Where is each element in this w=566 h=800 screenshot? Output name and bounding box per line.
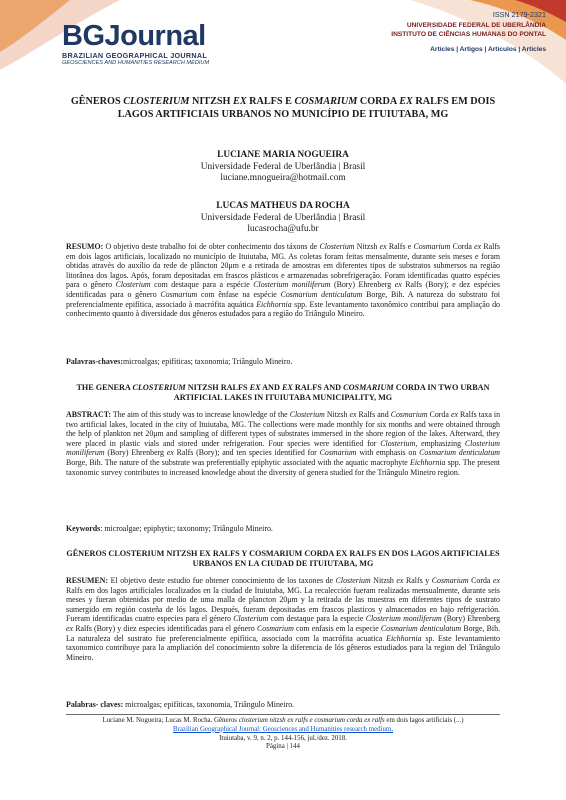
footer-divider xyxy=(66,714,500,715)
journal-link[interactable]: Brazilian Geographical Journal: Geosciences and Humanities research medium, xyxy=(172,725,394,733)
author-name: LUCAS MATHEUS DA ROCHA xyxy=(216,201,350,211)
article-title-es: GÊNEROS CLOSTERIUM NITZSH EX RALFS Y COSMARIUM CORDA EX RALFS EN DOS LAGOS ARTIFICIALES URBANOS EN LA CIUDAD DE ITUIUTABA, MG xyxy=(66,549,500,568)
article-title-pt: GÊNEROS CLOSTERIUM NITZSH EX RALFS E COSMARIUM CORDA EX RALFS EM DOIS LAGOS ARTIFICIAIS URBANOS NO MUNICÍPIO DE ITUIUTABA, MG xyxy=(70,96,496,120)
keywords-es: Palabras- claves: microalgas; epifíticas, taxonomia, Triângulo Mineiro. xyxy=(66,700,295,709)
author-email[interactable]: luciane.mnogueira@hotmail.com xyxy=(220,173,346,183)
university-name: UNIVERSIDADE FEDERAL DE UBERLÂNDIA xyxy=(406,22,546,29)
citation: Luciane M. Nogueira; Lucas M. Rocha. Gêneros closterium nitzsh ex ralfs e cosmarium corda ex ralfs em dois lagos artificiais (...) xyxy=(102,717,464,724)
issue-info: Ituiutaba, v. 9, n. 2, p. 144-156, jul./dez. 2018. xyxy=(219,734,347,742)
journal-header xyxy=(0,0,566,84)
logo-wordmark: BGJournal xyxy=(62,20,206,52)
abstract-pt: RESUMO: O objetivo deste trabalho foi de obter conhecimento dos táxons de Closterium Nitzsh ex Ralfs e Cosmarium Corda ex Ralfs em dois lagos artificiais, localizado no município de Ituiutaba, MG. As coletas foram feitas mensalmente, durante seis meses e foram obtidas através do auxílio da rede de plâncton 20μm e a retirada de amostras em diferentes tipos de substratos submersos na região litorânea dos lagos. Após, foram depositadas em frascos plásticos e armazenadas sobrefrigeração. Foram identificadas quatro espécies para o gênero Closterium com destaque para a espécie Closterium moniliferum (Bory) Ehrenberg ex Ralfs (Bory); e dez espécies identificadas para o gênero Cosmarium com ênfase na espécie Cosmarium denticulatum Borge, Bih. A natureza do substrato foi preferencialmente epifítica, associado à macrófita aquática Eichhornia spp. Este levantamento taxonômico contribui para ampliação do conhecimento quanto à diversidade dos gêneros estudados para a região do Triângulo Mineiro. xyxy=(66,242,501,319)
keywords-en: Keywords: microalgae; epiphytic; taxonomy; Triângulo Mineiro. xyxy=(66,524,273,533)
journal-logo[interactable] xyxy=(62,22,209,67)
article-types: Articles | Artigos | Artículos | Articles xyxy=(430,46,546,53)
logo-subtitle: GEOSCIENCES AND HUMANITIES RESEARCH MEDIUM xyxy=(62,60,210,66)
author-affiliation: Universidade Federal de Uberlândia | Brasil xyxy=(200,161,366,172)
publisher-info xyxy=(391,10,546,54)
institute-name: INSTITUTO DE CIÊNCIAS HUMANAS DO PONTAL xyxy=(391,31,546,38)
abstract-es: RESUMEN: El objetivo deste estudio fue obtener conocimiento de los taxones de Closterium Nitzsh ex Ralfs y Cosmarium Corda ex Ralfs em dos lagos artificiales localizados en la ciudad de Ituiutaba, MG. La recalección fueram realizadas mensualmente, durante seis meses y fueran obtenidas por medio de uma malla de plancton 20μm y la retirada de las muestras em diferentes tipos de sustrato sumergido em región costeña de lós lagos. Después, fueram depositadas em frascos plasticos y almacenados en bajo refrigeración. Fueram identificadas cuatro especies para el género Closterium com destaque para la especie Closterium moniliferum (Bory) Ehrenberg ex Ralfs (Bory) y diez especies identificadas para el género Cosmarium com enfasis em la especie Cosmarium denticulatum Borge, Bih. La naturaleza del sustrato fue preferencialmente epifítica, associado com la macrófita acuatica Eichhornia sp. Este levantamiento taxonomico contribuye para la ampliación del conocimiento sobre la diferencia de lós gêneros estudiados para la region del Triângulo Mineiro. xyxy=(66,576,501,662)
page-footer xyxy=(66,717,500,752)
page-number: Página | 144 xyxy=(266,743,300,751)
author-name: LUCIANE MARIA NOGUEIRA xyxy=(217,150,349,160)
abstract-en: ABSTRACT: The aim of this study was to increase knowledge of the Closterium Nitzsh ex Ralfs and Cosmarium Corda ex Ralfs taxa in two artificial lakes, located in the city of Ituiutaba, MG. The collections were made monthly for six months and were obtained through the help of plankton net 20μm and sampling of different types of substrates immersed in the shore region of the lakes. Afterward, they were placed in plastic vials and stored under refrigeration. Four species were identified for Closterium, emphasizing Closterium moniliferum (Bory) Ehrenberg ex Ralfs (Bory); and ten species identified for Cosmarium with emphasis on Cosmarium denticulatum Borge, Bih. The nature of the substrate was preferentially epiphytic associated with the aquatic macrophyte Eichhornia spp. The present taxonomic survey contributes to increased knowledge about the diversity of genera studied for the Triângulo Mineiro region. xyxy=(66,410,501,477)
logo-name: BRAZILIAN GEOGRAPHICAL JOURNAL xyxy=(62,51,208,60)
issn: ISSN 2179-2321 xyxy=(492,10,546,19)
author-block xyxy=(66,201,500,236)
article-title-en: THE GENERA CLOSTERIUM NITZSH RALFS EX AND EX RALFS AND COSMARIUM CORDA IN TWO URBAN ARTIFICIAL LAKES IN ITUIUTABA MUNICIPALITY, MG xyxy=(76,383,490,402)
author-email[interactable]: lucasrocha@ufu.br xyxy=(247,224,319,234)
keywords-pt: Palavras-chaves:microalgas; epifíticas; taxonomia; Triângulo Mineiro. xyxy=(66,357,293,366)
author-affiliation: Universidade Federal de Uberlândia | Brasil xyxy=(200,212,366,223)
author-block xyxy=(66,150,500,185)
